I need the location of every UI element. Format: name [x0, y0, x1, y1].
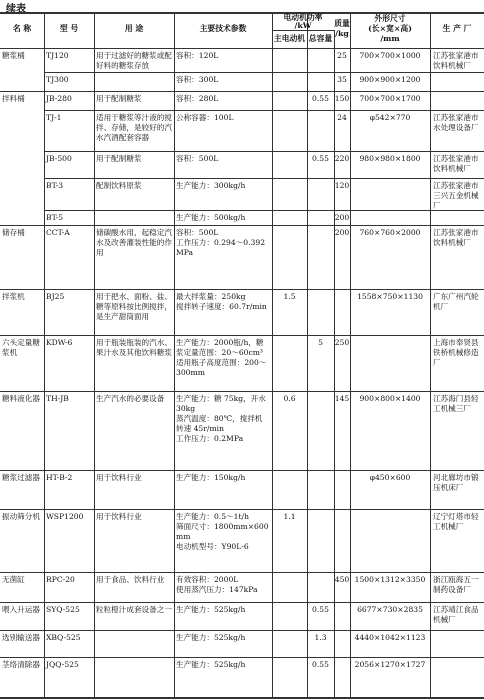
- header-main-motor: 主电动机: [273, 34, 306, 43]
- cell-use: 用于饮料行业: [96, 473, 142, 482]
- row-divider: [44, 178, 484, 179]
- cell-params-line: 容积：300L: [176, 75, 219, 84]
- cell-params-line: 生产能力：糖 75kg，开水 30kg: [176, 394, 266, 413]
- cell-params: [176, 473, 270, 483]
- cell-name: 六头定量糖浆机: [2, 338, 40, 357]
- cell-params: [176, 94, 270, 104]
- cell-params-line: 适用瓶子高度范围：200～300mm: [176, 358, 267, 377]
- cell-name: 糖浆桶: [2, 51, 25, 60]
- cell-dims: 900×800×1400: [359, 394, 421, 403]
- cell-total-capacity: 0.55: [312, 94, 329, 103]
- cell-maker: 江苏张家港市三兴五金机械厂: [433, 181, 479, 210]
- header-params: 主要技术参数: [199, 24, 247, 33]
- header-dims-sub: (长×宽×高): [368, 24, 412, 33]
- cell-params: [176, 575, 270, 595]
- cell-params: [176, 113, 270, 123]
- cell-params: [176, 75, 270, 85]
- cell-use: 配制饮料原浆: [96, 181, 142, 190]
- row-divider: [0, 630, 484, 631]
- row-divider: [44, 210, 484, 211]
- cell-dims: 760×760×2000: [359, 228, 421, 237]
- cell-params-line: 生产能力：2000瓶/h，糖浆定量范围：20～60cm³: [176, 338, 264, 357]
- cell-maker: 上海市奉贤县铁桥机械修造厂: [433, 338, 479, 367]
- cell-name: 糖浆过滤器: [2, 473, 40, 482]
- cell-maker: 江苏靖江食品机械厂: [433, 605, 479, 624]
- cell-total-capacity: 0.55: [312, 605, 329, 614]
- cell-dims: φ450×600: [369, 473, 411, 482]
- cell-dims: 700×700×1700: [359, 94, 421, 103]
- row-divider: [0, 657, 484, 658]
- cell-mass: 200: [334, 228, 350, 237]
- header-name: 名 称: [12, 24, 32, 33]
- cell-model: WSP1200: [46, 512, 84, 521]
- cell-use: 用于食品、饮料行业: [96, 575, 165, 584]
- cell-total-capacity: 1.3: [314, 633, 327, 642]
- cell-use: 适用于糖浆等汁液的搅拌、存储，是较好的汽水汽酒配套容器: [96, 113, 172, 142]
- cell-dims: 2056×1270×1727: [354, 660, 426, 669]
- cell-model: BT-3: [46, 181, 64, 190]
- cell-main-motor: 0.6: [283, 394, 296, 403]
- cell-dims: 980×980×1800: [359, 154, 421, 163]
- cell-params: [176, 512, 270, 552]
- row-divider: [0, 602, 484, 603]
- cell-params-line: 生产能力：0.5～1t/h: [176, 512, 249, 521]
- cell-params-line: 有效容积：2000L: [176, 575, 239, 584]
- cell-params-line: 工作压力：0.294～0.392MPa: [176, 238, 266, 257]
- cell-maker: 江苏张家港市水处理设备厂: [433, 113, 479, 132]
- cell-params: [176, 228, 270, 258]
- row-divider: [44, 151, 484, 152]
- header-bottom-border: [0, 48, 484, 49]
- cell-use: 生产汽水的必要设备: [96, 394, 165, 403]
- cell-params-line: 生产能力：150kg/h: [176, 473, 246, 482]
- cell-params-line: 容积：120L: [176, 51, 219, 60]
- column-divider: [307, 12, 308, 698]
- cell-mass: 450: [334, 575, 350, 584]
- cell-params-line: 搅拌转子速度：60.7r/min: [176, 302, 267, 311]
- cell-model: TJ-1: [46, 113, 62, 122]
- cell-name: 储存桶: [2, 228, 25, 237]
- cell-params-line: 蒸汽温度：80℃，搅拌机转速 45r/min: [176, 414, 263, 433]
- header-maker: 生 产 厂: [442, 24, 472, 33]
- table-bottom-border: [0, 697, 484, 699]
- cell-model: JB-280: [46, 94, 72, 103]
- cell-model: TJ120: [46, 51, 69, 60]
- header-dims: 外形尺寸: [374, 14, 406, 23]
- header-mass-unit: /kg: [335, 29, 349, 38]
- row-divider: [0, 572, 484, 573]
- cell-params: [176, 154, 270, 164]
- cell-use: 粒粒橙汁成套设备之一: [96, 605, 172, 614]
- column-divider: [272, 12, 273, 698]
- cell-maker: 广东广州汽轮机厂: [433, 292, 479, 311]
- cell-main-motor: 1.1: [283, 512, 296, 521]
- cell-use: 用于把水、面粉、盐、糖等原料按比例搅拌，是生产甜筒面用: [96, 292, 172, 321]
- cell-mass: 150: [334, 94, 350, 103]
- cell-params-line: 容积：280L: [176, 94, 219, 103]
- cell-params-line: 生产能力：300kg/h: [176, 181, 246, 190]
- row-divider: [44, 110, 484, 111]
- cell-maker: 江苏海门县轻工机械三厂: [433, 394, 479, 413]
- cell-name: 拌料桶: [2, 94, 25, 103]
- cell-params-line: 生产能力：525kg/h: [176, 660, 246, 669]
- cell-params: [176, 213, 270, 223]
- row-divider: [0, 91, 484, 92]
- cell-dims: 900×900×1200: [359, 75, 421, 84]
- cell-params: [176, 51, 270, 61]
- cell-use: 用于过滤好的糖浆或配好料的糖浆存放: [96, 51, 172, 70]
- cell-model: TJ300: [46, 75, 69, 84]
- cell-params-line: 电动机型号：Y90L-6: [176, 542, 249, 551]
- cell-mass: 25: [337, 51, 347, 60]
- cell-name: 选别输送器: [2, 633, 40, 642]
- cell-name: 拌浆机: [2, 292, 25, 301]
- cell-mass: 220: [334, 154, 350, 163]
- cell-model: BT-5: [46, 213, 64, 222]
- cell-name: 糖料液化器: [2, 394, 40, 403]
- cell-name: 茎络清除器: [2, 660, 40, 669]
- cell-dims: 1500×1312×3350: [354, 575, 426, 584]
- cell-total-capacity: 0.55: [312, 660, 329, 669]
- row-divider: [0, 289, 484, 290]
- cell-maker: 江苏张家港市饮料机械厂: [433, 228, 479, 247]
- cell-total-capacity: 0.55: [312, 154, 329, 163]
- cell-params: [176, 660, 270, 670]
- cell-params-line: 工作压力：0.2MPa: [176, 434, 244, 443]
- cell-maker: 江苏张家港市饮料机械厂: [433, 51, 479, 70]
- cell-params-line: 使用蒸汽压力：147kPa: [176, 585, 258, 594]
- cell-maker: 浙江瓯海五一制药设备厂: [433, 575, 479, 594]
- cell-mass: 120: [334, 181, 350, 190]
- cell-mass: 200: [334, 213, 350, 222]
- cell-model: RPC-20: [46, 575, 75, 584]
- header-mass: 质量: [334, 19, 350, 28]
- cell-maker: 辽宁灯塔市轻工机械厂: [433, 512, 479, 531]
- row-divider: [0, 470, 484, 471]
- cell-use: 储碳酸水用，起稳定汽水及改善灌装性能的作用: [96, 228, 172, 257]
- cell-params-line: 容积：500L: [176, 154, 219, 163]
- cell-use: 用于配制糖浆: [96, 154, 142, 163]
- cell-dims: 700×700×1000: [359, 51, 421, 60]
- cell-mass: 250: [334, 338, 350, 347]
- cell-params: [176, 181, 270, 191]
- cell-params-line: 容积：500L: [176, 228, 219, 237]
- cell-use: 用于饮料行业: [96, 512, 142, 521]
- cell-use: 用于配制糖浆: [96, 94, 142, 103]
- header-dims-unit: /mm: [380, 34, 400, 43]
- header-power-unit: /kW: [294, 21, 312, 30]
- cell-model: CCT-A: [46, 228, 70, 237]
- cell-name: 喂入升运器: [2, 605, 40, 614]
- cell-dims: φ542×770: [369, 113, 411, 122]
- cell-maker: 河北廊坊市锻压机床厂: [433, 473, 479, 492]
- cell-model: XBQ-525: [46, 633, 81, 642]
- cell-mass: 145: [334, 394, 350, 403]
- cell-dims: 1558×750×1130: [357, 292, 423, 301]
- cell-model: KDW-6: [46, 338, 73, 347]
- cell-model: HT-B-2: [46, 473, 73, 482]
- cell-model: TH-JB: [46, 394, 69, 403]
- header-total-capacity: 总容量: [308, 34, 333, 43]
- column-divider: [94, 12, 95, 698]
- cell-params-line: 最大拌浆量：250kg: [176, 292, 246, 301]
- cell-params-line: 生产能力：525kg/h: [176, 633, 246, 642]
- row-divider: [0, 509, 484, 510]
- header-power: 电动机功率: [283, 13, 323, 22]
- cell-params-line: 生产能力：500kg/h: [176, 213, 246, 222]
- cell-dims: 4440×1042×1123: [354, 633, 426, 642]
- cell-maker: 江苏张家港市饮料机械厂: [433, 154, 479, 173]
- cell-params: [176, 338, 270, 378]
- cell-use: 用于瓶装瓶装的汽水、果汁水及其他饮料糖浆: [96, 338, 172, 357]
- cell-mass: 35: [337, 75, 347, 84]
- cell-main-motor: 1.5: [283, 292, 296, 301]
- row-divider: [0, 335, 484, 336]
- column-divider: [174, 12, 175, 698]
- cell-model: JQQ-525: [46, 660, 79, 669]
- cell-params: [176, 605, 270, 615]
- cell-params: [176, 394, 270, 444]
- cell-model: BJ25: [46, 292, 65, 301]
- header-model: 型 号: [59, 24, 79, 33]
- cell-total-capacity: 5: [318, 338, 323, 347]
- cell-params: [176, 633, 270, 643]
- cell-params: [176, 292, 270, 312]
- column-divider: [430, 12, 431, 698]
- header-use: 用 途: [124, 24, 144, 33]
- cell-model: JB-500: [46, 154, 72, 163]
- column-divider: [334, 30, 335, 698]
- cell-name: 振动筛分机: [2, 512, 40, 521]
- cell-params-line: 公称容器：100L: [176, 113, 234, 122]
- row-divider: [44, 72, 484, 73]
- cell-params-line: 生产能力：525kg/h: [176, 605, 246, 614]
- row-divider: [0, 225, 484, 226]
- continued-label: 续表: [6, 4, 26, 15]
- row-divider: [0, 391, 484, 392]
- column-divider: [44, 12, 45, 698]
- cell-mass: 24: [337, 113, 347, 122]
- cell-name: 无菌缸: [2, 575, 25, 584]
- cell-model: SYQ-525: [46, 605, 80, 614]
- cell-params-line: 筛面尺寸：1800mm×600mm: [176, 522, 269, 541]
- cell-dims: 6677×730×2835: [357, 605, 423, 614]
